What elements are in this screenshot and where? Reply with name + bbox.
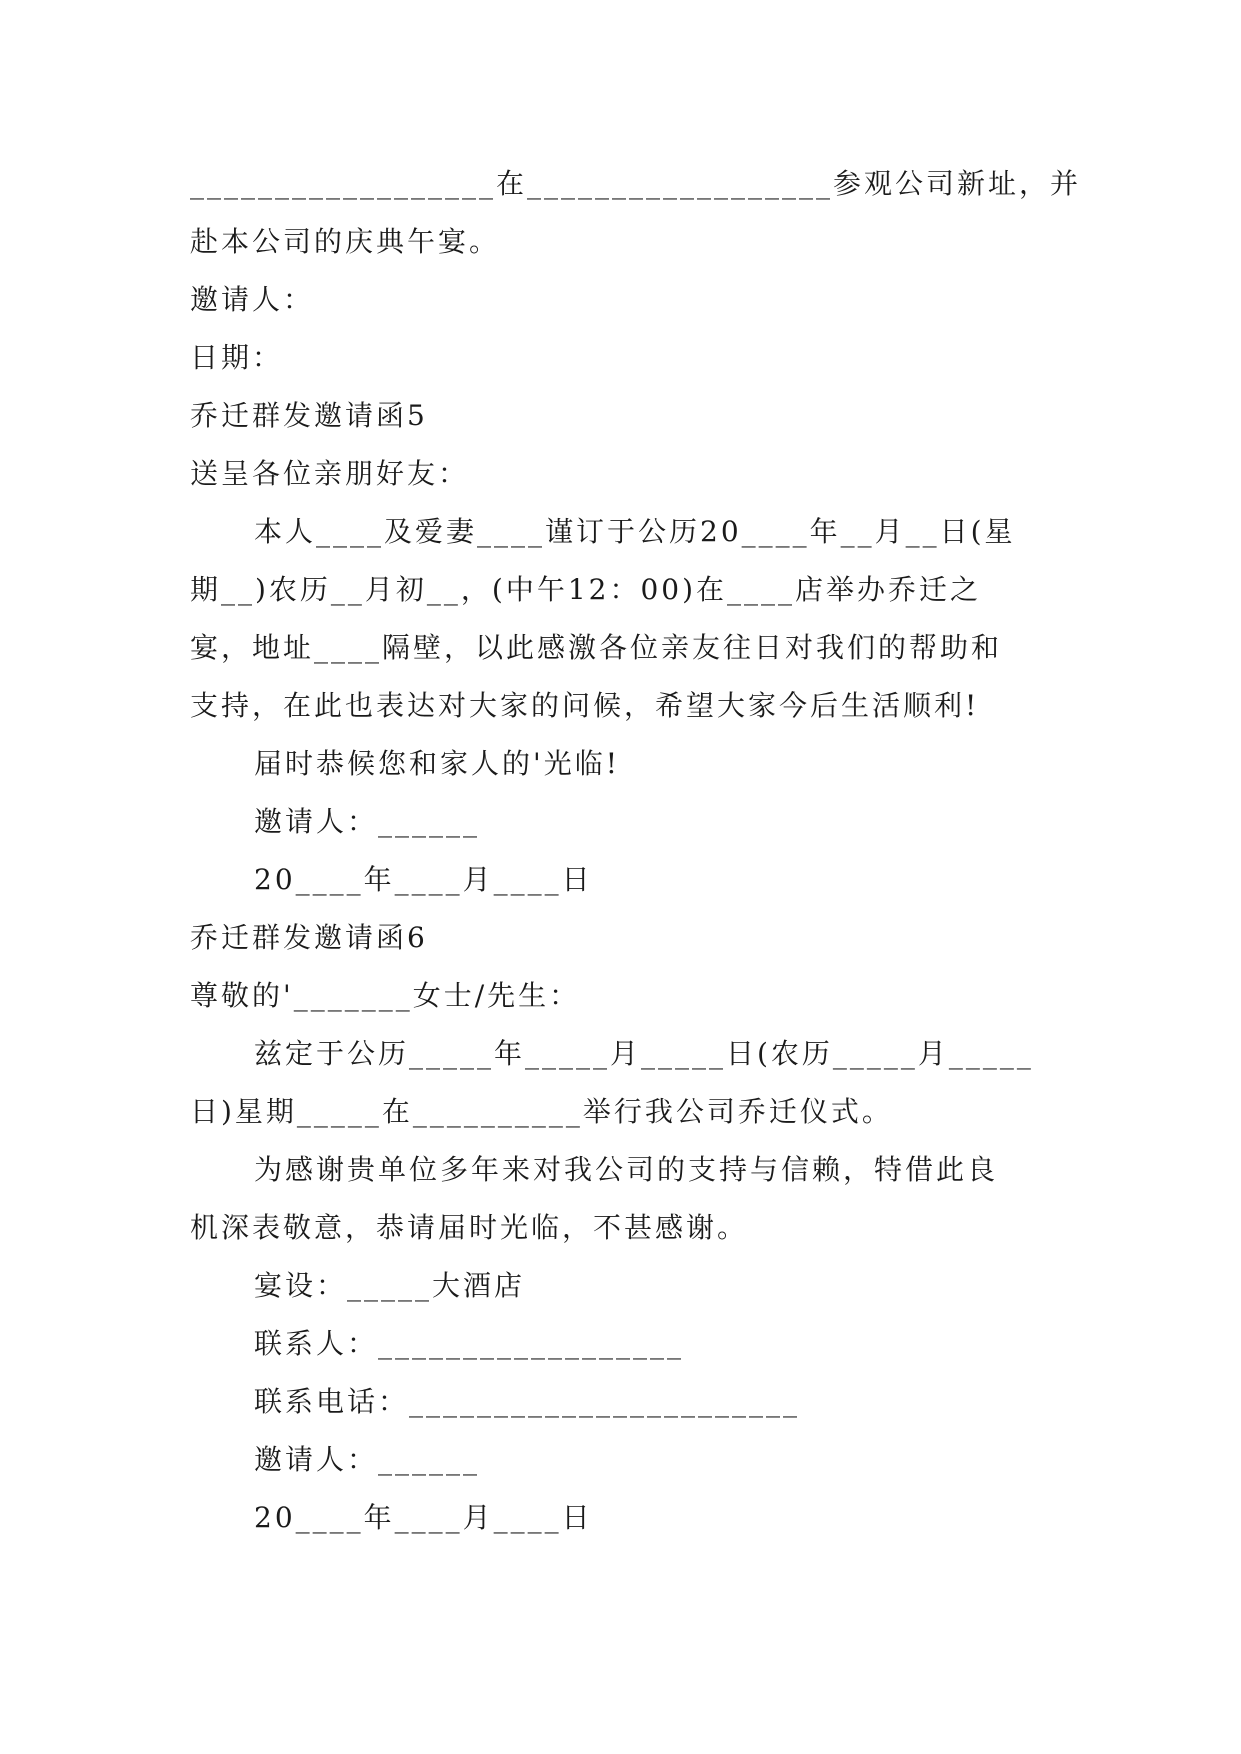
paragraph-line: 届时恭候您和家人的'光临!	[254, 747, 620, 780]
section-title: 乔迁群发邀请函5	[190, 399, 428, 432]
paragraph-line: 宴，地址____隔壁，以此感激各位亲友往日对我们的帮助和	[190, 631, 1003, 664]
contact-person-field: 联系人：__________________	[254, 1327, 685, 1360]
salutation: 尊敬的'_______女士/先生：	[190, 979, 581, 1012]
date-label: 日期：	[190, 341, 284, 374]
paragraph-line: 支持，在此也表达对大家的问候，希望大家今后生活顺利!	[190, 689, 980, 722]
paragraph-line: 为感谢贵单位多年来对我公司的支持与信赖，特借此良	[254, 1153, 999, 1186]
inviter-field: 邀请人：______	[254, 805, 481, 838]
venue-field: 宴设：_____大酒店	[254, 1269, 526, 1302]
inviter-label: 邀请人：	[190, 283, 315, 316]
section-title: 乔迁群发邀请函6	[190, 921, 428, 954]
contact-phone-field: 联系电话：_______________________	[254, 1385, 801, 1418]
paragraph-line: 本人____及爱妻____谨订于公历20____年__月__日(星	[254, 515, 1016, 548]
salutation: 送呈各位亲朋好友：	[190, 457, 470, 490]
date-field: 20____年____月____日	[254, 1501, 593, 1534]
paragraph-line: 机深表敬意，恭请届时光临，不甚感谢。	[190, 1211, 749, 1244]
inviter-field: 邀请人：______	[254, 1443, 481, 1476]
paragraph-line: 兹定于公历_____年_____月_____日(农历_____月_____	[254, 1037, 1034, 1070]
text-line: 赴本公司的庆典午宴。	[190, 225, 501, 258]
paragraph-line: 日)星期_____在__________举行我公司乔迁仪式。	[190, 1095, 893, 1128]
document-page	[190, 155, 1082, 1547]
date-field: 20____年____月____日	[254, 863, 593, 896]
paragraph-line: 期__)农历__月初__，(中午12：00)在____店举办乔迁之	[190, 573, 982, 606]
text-line: __________________在__________________参观公司新址，并	[190, 167, 1082, 200]
